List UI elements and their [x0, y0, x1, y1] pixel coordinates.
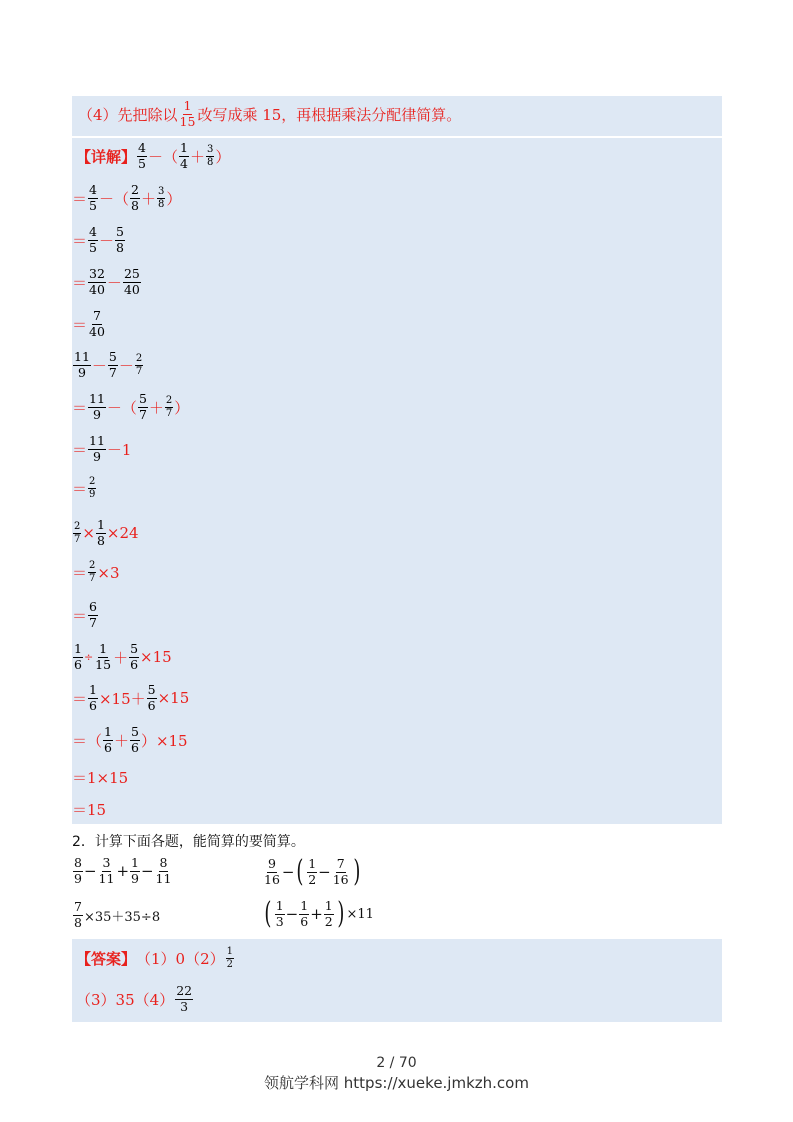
calc-line: ＝1×15: [72, 769, 129, 787]
page-number: 2 / 70: [376, 1055, 417, 1071]
fraction: $\frac{4}{5}$: [89, 224, 97, 255]
fraction: $\frac{22}{3}$: [176, 983, 193, 1014]
fraction: $\frac{1}{2}$: [324, 898, 333, 929]
fraction: $\frac{11}{9}$: [89, 391, 105, 422]
fraction: $\frac{11}{9}$: [89, 433, 105, 464]
calc-line: $\frac{1}{6}$ ÷ $\frac{1}{15}$ ＋ $\frac{5}{6}$ ×15: [74, 641, 172, 672]
calc-line: ＝ $\frac{6}{7}$: [72, 599, 97, 630]
answer-line-1: 【答案】 （1）0（2） $\frac{1}{2}$: [76, 946, 234, 970]
calc-line: $\frac{11}{9}$ － $\frac{5}{7}$ － $\frac{2}{7}$: [74, 349, 143, 380]
answer-label: 【答案】: [76, 950, 137, 968]
fraction: $\frac{5}{7}$: [108, 349, 117, 380]
fraction: $\frac{2}{7}$: [135, 352, 143, 377]
problem-1: $\frac{8}{9}$ − $\frac{3}{11}$ + $\frac{1}{9}$ − $\frac{8}{11}$: [74, 855, 172, 886]
fraction: $\frac{1}{6}$: [104, 724, 112, 755]
fraction: $\frac{7}{8}$: [74, 899, 82, 930]
calc-line: ＝ $\frac{1}{6}$ ×15＋ $\frac{5}{6}$ ×15: [72, 682, 190, 713]
fraction: $\frac{5}{6}$: [147, 682, 156, 713]
calc-line: ＝ $\frac{4}{5}$ －（ $\frac{2}{8}$ ＋ $\frac{3}{8}$ ）: [72, 182, 182, 213]
calc-line: ＝15: [72, 801, 107, 819]
fraction: $\frac{3}{11}$: [98, 855, 115, 886]
question-title: 2．计算下面各题，能简算的要简算。: [72, 834, 305, 850]
fraction: $\frac{5}{7}$: [138, 391, 147, 422]
calc-line: ＝ $\frac{2}{9}$: [72, 476, 96, 500]
answer-line-2: （3）35（4） $\frac{22}{3}$: [76, 983, 193, 1014]
fraction: $\frac{2}{9}$: [89, 476, 96, 500]
site-footer: 领航学科网 https://xueke.jmkzh.com: [264, 1074, 529, 1092]
fraction: $\frac{1}{2}$: [226, 946, 234, 970]
fraction: $\frac{7}{40}$: [89, 308, 105, 339]
problem-2: $\frac{9}{16}$ − ( $\frac{1}{2}$ − $\frac{7}{16}$ ): [264, 854, 361, 889]
fraction: $\frac{5}{6}$: [130, 724, 139, 755]
calc-line: ＝ $\frac{4}{5}$ － $\frac{5}{8}$: [72, 224, 124, 255]
fraction: $\frac{4}{5}$: [89, 182, 97, 213]
fraction: $\frac{1}{3}$: [275, 898, 284, 929]
fraction: $\frac{8}{9}$: [74, 855, 82, 886]
problem-3: $\frac{7}{8}$ ×35＋35÷8: [74, 899, 161, 930]
detail-label: 【详解】: [76, 147, 137, 166]
calc-line: ＝ $\frac{32}{40}$ － $\frac{25}{40}$: [72, 266, 140, 297]
problem-4: ( $\frac{1}{3}$ − $\frac{1}{6}$ + $\frac{1}{2}$ ) ×11: [264, 896, 374, 931]
detail-box: [72, 138, 722, 824]
hint-line: [78, 100, 461, 128]
calc-line: ＝ $\frac{11}{9}$ －（ $\frac{5}{7}$ ＋ $\frac{2}{7}$ ）: [72, 391, 190, 422]
fraction: $\frac{6}{7}$: [89, 599, 97, 630]
fraction: $\frac{3}{8}$: [157, 185, 165, 210]
fraction: $\frac{32}{40}$: [89, 266, 105, 297]
calc-line: ＝（ $\frac{1}{6}$ ＋ $\frac{5}{6}$ ）×15: [72, 724, 188, 755]
fraction: $\frac{2}{7}$: [89, 560, 96, 584]
fraction: $\frac{11}{9}$: [74, 349, 90, 380]
fraction: $\frac{1}{15}$: [179, 98, 196, 129]
fraction: $\frac{1}{6}$: [74, 641, 82, 672]
calc-line: ＝ $\frac{7}{40}$: [72, 308, 105, 339]
fraction: $\frac{3}{8}$: [206, 143, 214, 168]
fraction: $\frac{8}{11}$: [155, 855, 172, 886]
fraction: $\frac{7}{16}$: [332, 856, 349, 887]
fraction: $\frac{25}{40}$: [123, 266, 140, 297]
fraction: $\frac{2}{8}$: [130, 182, 139, 213]
fraction: $\frac{4}{5}$: [138, 140, 146, 171]
fraction: $\frac{9}{16}$: [264, 856, 280, 887]
fraction: $\frac{1}{6}$: [300, 898, 309, 929]
calc-line: 【详解】 $\frac{4}{5}$ －（ $\frac{1}{4}$ ＋ $\frac{3}{8}$ ）: [76, 140, 231, 171]
calc-line: $\frac{2}{7}$ × $\frac{1}{8}$ ×24: [74, 517, 139, 548]
hint-suffix: 改写成乘 15，再根据乘法分配律简算。: [197, 105, 462, 124]
calc-line: ＝ $\frac{11}{9}$ －1: [72, 433, 132, 464]
fraction: $\frac{1}{15}$: [95, 641, 112, 672]
fraction: $\frac{1}{6}$: [89, 682, 97, 713]
calc-line: ＝ $\frac{2}{7}$ ×3: [72, 560, 120, 584]
fraction: $\frac{2}{7}$: [165, 394, 173, 419]
fraction: $\frac{5}{8}$: [115, 224, 124, 255]
fraction: $\frac{5}{6}$: [130, 641, 139, 672]
fraction: $\frac{1}{8}$: [96, 517, 105, 548]
hint-prefix: （4）先把除以: [78, 105, 178, 124]
fraction: $\frac{2}{7}$: [74, 520, 81, 545]
fraction: $\frac{1}{4}$: [179, 140, 188, 171]
fraction: $\frac{1}{2}$: [308, 856, 317, 887]
fraction: $\frac{1}{9}$: [131, 855, 139, 886]
